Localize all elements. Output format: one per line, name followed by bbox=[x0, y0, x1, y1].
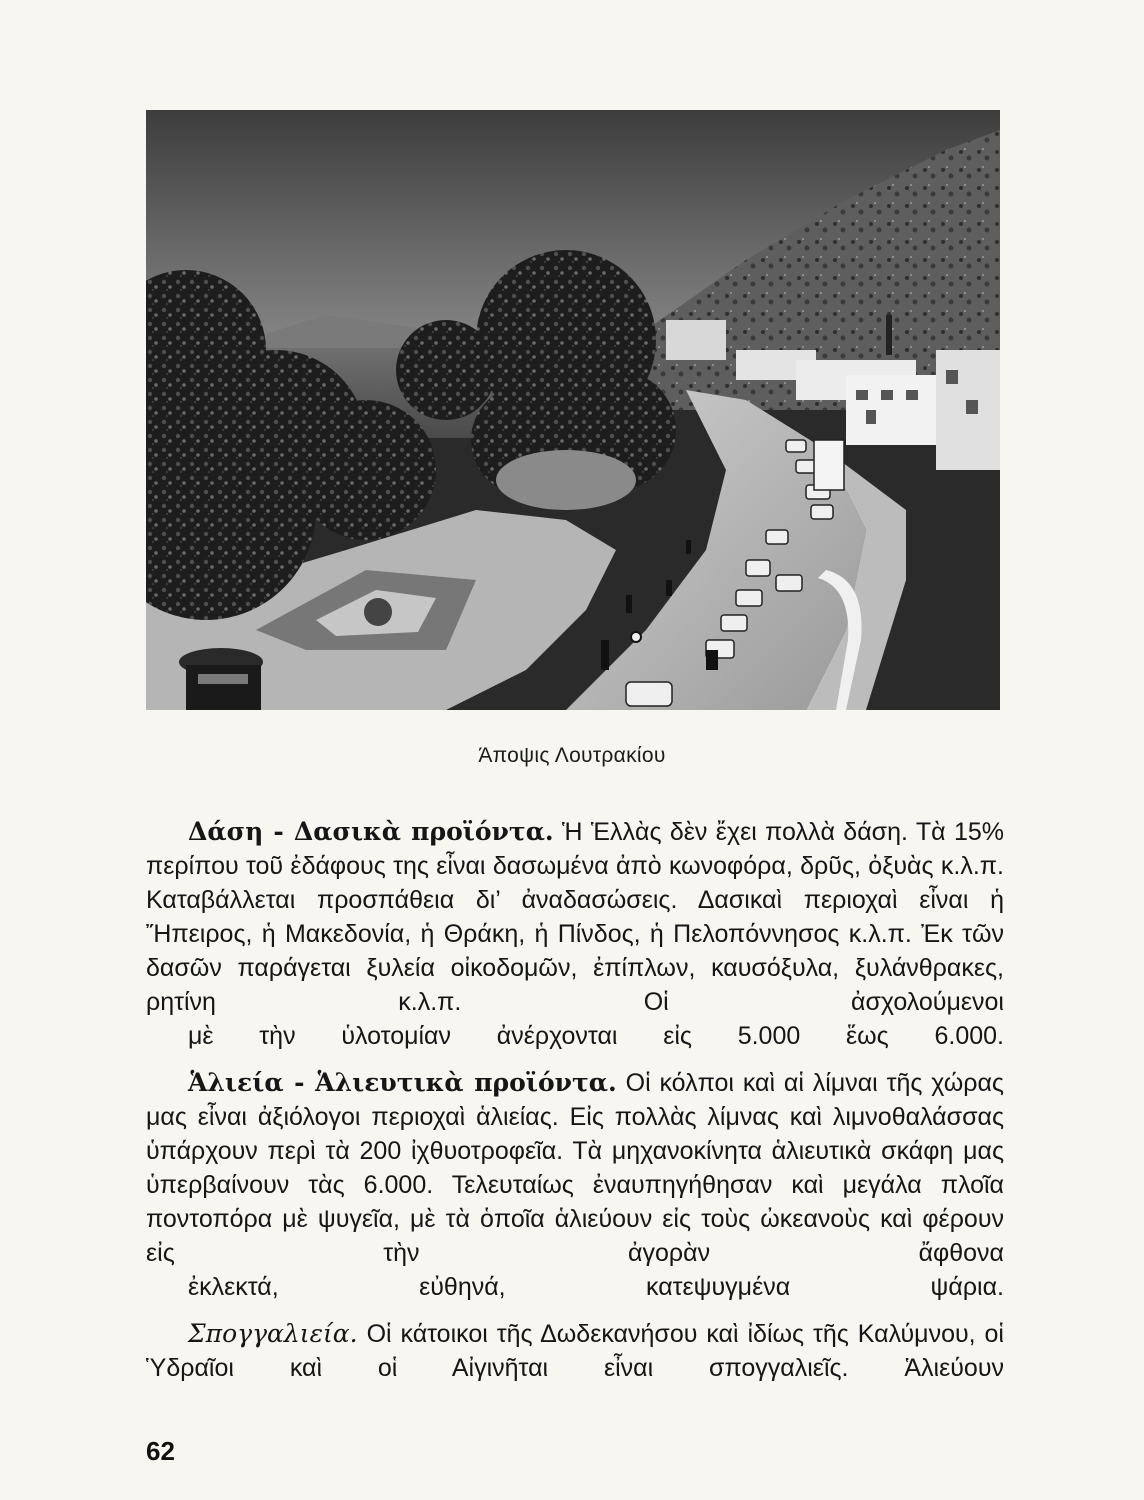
paragraph-fishing bbox=[146, 1066, 1004, 1304]
paragraph-sponge-fishing bbox=[146, 1317, 1004, 1385]
photo-loutraki bbox=[146, 110, 1000, 710]
body-text bbox=[146, 815, 1004, 1398]
text-fishing: Οἱ κόλποι καὶ αἱ λίμναι τῆς χώρας μας εἶναι ἀξιόλογοι περιοχαὶ ἁλιείας. Εἰς πολλὰς λίμνας καὶ λιμνοθαλάσσας ὑπάρχουν περὶ τὰ 200 ἰχθυοτροφεῖα. Τὰ μηχανοκίνητα ἁλιευτικὰ σκάφη μας ὑπερβαίνουν τὰς 6.000. Τελευταίως ἐναυπηγήθησαν καὶ μεγάλα πλοῖα ποντοπόρα μὲ ψυγεῖα, μὲ τὰ ὁποῖα ἁλιεύουν εἰς τοὺς ὠκεανοὺς καὶ φέρουν εἰς τὴν ἀγορὰν ἄφθονα bbox=[146, 1069, 1004, 1267]
text-forests: Ἡ Ἑλλὰς δὲν ἔχει πολλὰ δάση. Τὰ 15% περίπου τοῦ ἐδάφους της εἶναι δασωμένα ἀπὸ κωνοφόρα, δρῦς, ὀξυὰς κ.λ.π. Καταβάλλεται προσπάθεια δι’ ἀναδασώσεις. Δασικαὶ περιοχαὶ εἶναι ἡ Ἤπειρος, ἡ Μακεδονία, ἡ Θράκη, ἡ Πίνδος, ἡ Πελοπόννησος κ.λ.π. Ἐκ τῶν δασῶν παράγεται ξυλεία οἰκοδομῶν, ἐπίπλων, καυσόξυλα, ξυλάνθρακες, ρητίνη κ.λ.π. Οἱ ἀσχολούμενοι bbox=[146, 818, 1004, 1016]
paragraph-forests bbox=[146, 815, 1004, 1053]
heading-forests: Δάση - Δασικὰ προϊόντα. bbox=[188, 817, 554, 846]
photo-illustration bbox=[146, 110, 1000, 710]
text-fishing-last-line: ἐκλεκτά, εὐθηνά, κατεψυγμένα ψάρια. bbox=[188, 1273, 1004, 1301]
page-number: 62 bbox=[146, 1436, 175, 1466]
photo-caption: Άποψις Λουτρακίου bbox=[478, 744, 666, 767]
text-sponge-fishing: Οἱ κάτοικοι τῆς Δωδεκανήσου καὶ ἰδίως τῆς Καλύμνου, οἱ Ὑδραῖοι καὶ οἱ Αἰγινῆται εἶναι σπογγαλιεῖς. Ἁλιεύουν bbox=[146, 1320, 1004, 1382]
heading-sponge-fishing: Σπογγαλιεία. bbox=[188, 1319, 358, 1348]
text-forests-last-line: μὲ τὴν ὑλοτομίαν ἀνέρχονται εἰς 5.000 ἕως 6.000. bbox=[188, 1022, 1004, 1050]
heading-fishing: Ἁλιεία - Ἁλιευτικὰ προϊόντα. bbox=[188, 1068, 617, 1097]
